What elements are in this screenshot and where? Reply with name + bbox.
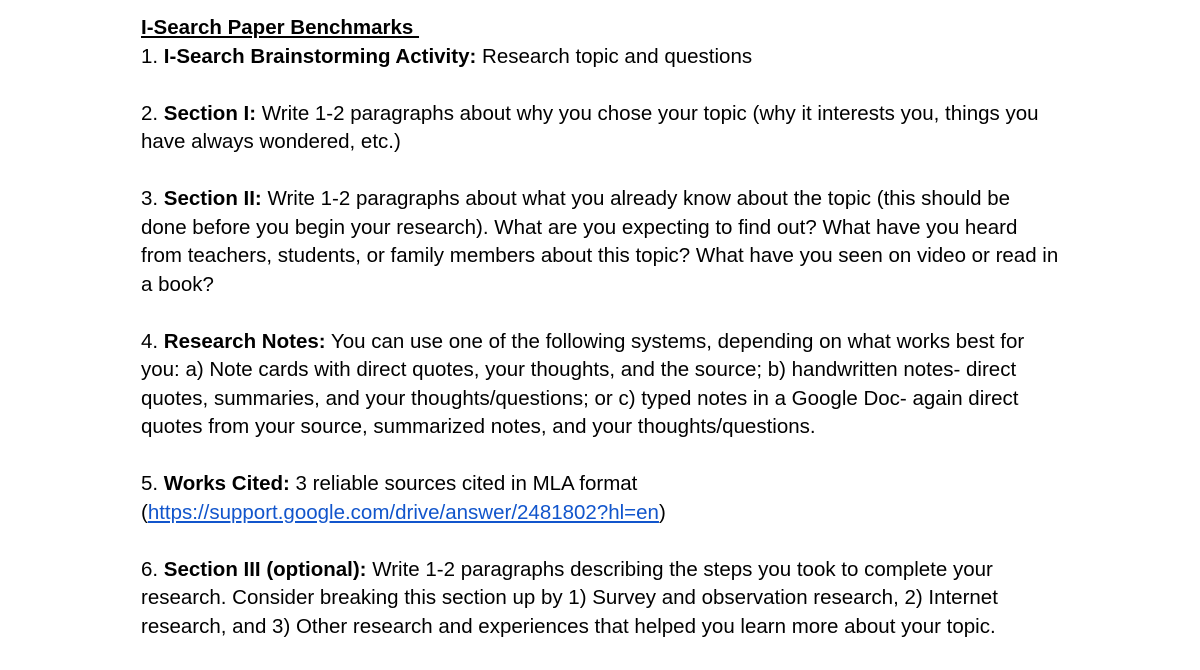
item-label: Section I: (163, 101, 257, 125)
item-number: 6. (141, 557, 164, 581)
item-label: I-Search Brainstorming Activity: (163, 44, 477, 68)
benchmark-item-3 (141, 185, 1061, 299)
item-text: Write 1-2 paragraphs about what you already know about the topic (this should be done before you begin your research). What are you expecting to find out? What have you heard from teachers, students, or family members about this topic? What have you seen on video or read in a book? (141, 187, 1059, 296)
item-number: 5. (141, 472, 164, 495)
item-label: Section III (optional): (163, 557, 367, 581)
benchmark-item-2 (141, 100, 1061, 157)
benchmark-item-4 (141, 328, 1061, 442)
item-number: 4. (141, 329, 164, 353)
item-text: You can use one of the following systems, depending on what works best for you: a) Note cards with direct quotes, your thoughts, and the source; b) handwritten notes- direct quotes, summaries, and your thoughts/questions; or c) typed notes in a Google Doc- again direct quotes from your source, summarized notes, and your thoughts/questions. (141, 329, 1025, 438)
item-text: 3 reliable sources cited in MLA format ( (141, 472, 638, 524)
item-number: 2. (141, 101, 164, 125)
item-label: Section II: (163, 187, 262, 210)
item-text: Write 1-2 paragraphs describing the steps you took to complete your research. Consider breaking this section up by 1) Survey and observation research, 2) Internet research, and 3) Other research and experiences that helped you learn more about your topic. (141, 557, 998, 638)
benchmark-item-6 (141, 556, 1061, 642)
item-text: Write 1-2 paragraphs about why you chose your topic (why it interests you, things you have always wondered, etc.) (141, 101, 1039, 153)
item-label: Research Notes: (163, 329, 326, 353)
benchmark-item-5 (141, 470, 1061, 527)
item-number: 3. (141, 187, 164, 210)
mla-format-link[interactable]: https://support.google.com/drive/answer/2481802?hl=en (147, 500, 659, 524)
benchmark-item-1 (141, 43, 1061, 72)
document-title: I-Search Paper Benchmarks (141, 16, 420, 39)
item-text-after: ) (658, 500, 666, 524)
item-text: Research topic and questions (476, 44, 753, 68)
item-label: Works Cited: (163, 472, 290, 495)
document-page (141, 14, 1061, 670)
item-number: 1. (141, 44, 164, 68)
